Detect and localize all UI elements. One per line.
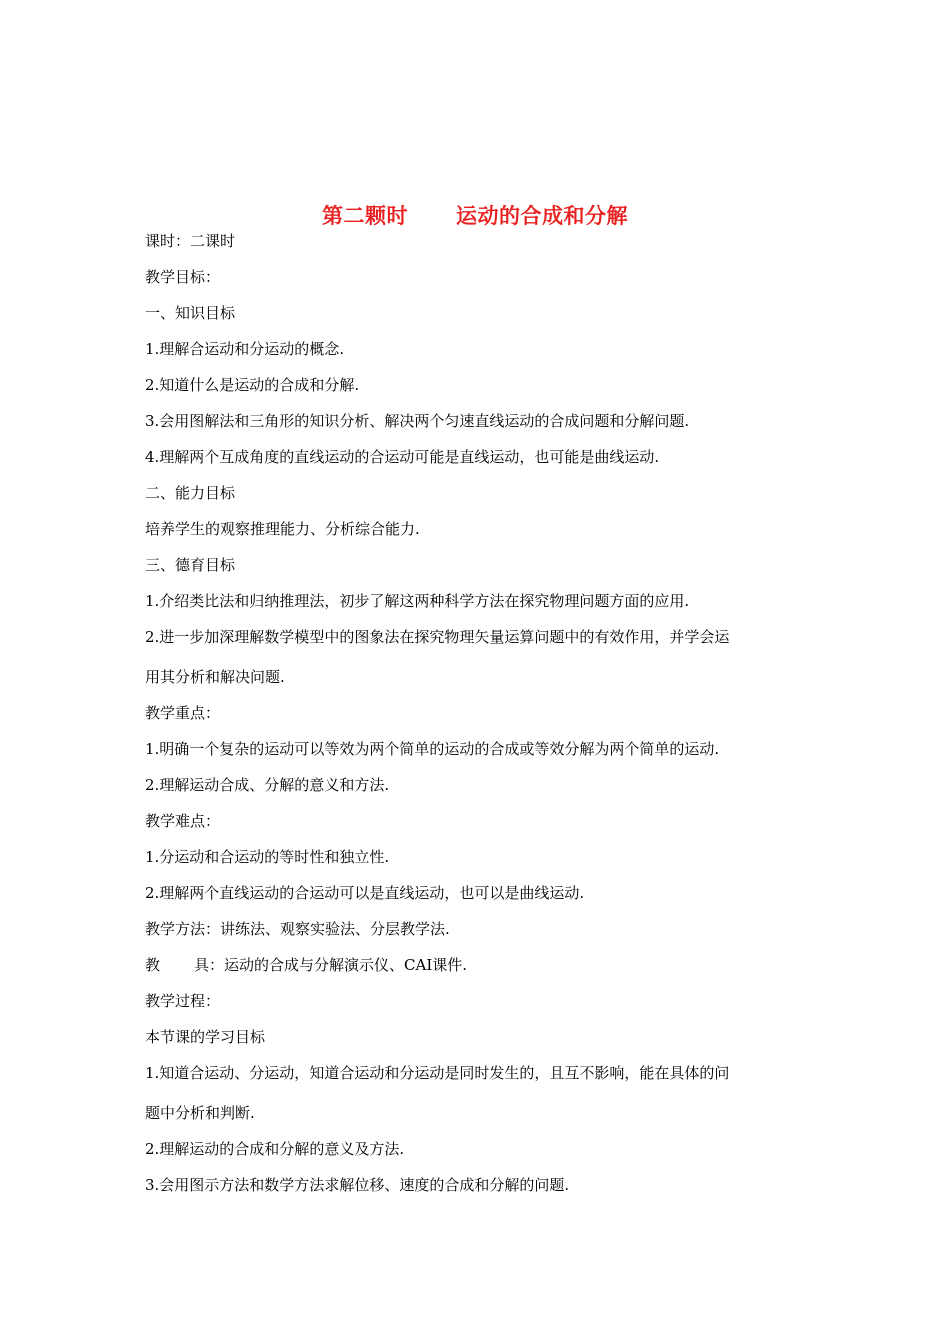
tools-label-b: 具：运动的合成与分解演示仪、CAI课件. xyxy=(194,956,468,974)
paragraph-line: 教学难点： xyxy=(145,812,221,830)
paragraph-line: 2.理解两个直线运动的合运动可以是直线运动，也可以是曲线运动. xyxy=(145,884,585,902)
paragraph-line: 用其分析和解决问题. xyxy=(145,668,285,686)
paragraph-line: 教学目标： xyxy=(145,268,221,286)
paragraph-line: 培养学生的观察推理能力、分析综合能力. xyxy=(145,520,420,538)
paragraph-line: 2.理解运动合成、分解的意义和方法. xyxy=(145,776,390,794)
title-part-1: 第二颗时 xyxy=(322,204,408,228)
paragraph-line: 3.会用图解法和三角形的知识分析、解决两个匀速直线运动的合成问题和分解问题. xyxy=(145,412,690,430)
paragraph-line: 3.会用图示方法和数学方法求解位移、速度的合成和分解的问题. xyxy=(145,1176,570,1194)
paragraph-line: 三、德育目标 xyxy=(145,556,236,574)
paragraph-line: 1.介绍类比法和归纳推理法，初步了解这两种科学方法在探究物理问题方面的应用. xyxy=(145,592,690,610)
paragraph-line: 教学方法：讲练法、观察实验法、分层教学法. xyxy=(145,920,450,938)
tools-label-a: 教 xyxy=(145,956,161,974)
paragraph-line: 1.知道合运动、分运动，知道合运动和分运动是同时发生的，且互不影响，能在具体的问 xyxy=(145,1064,730,1082)
paragraph-line: 2.进一步加深理解数学模型中的图象法在探究物理矢量运算问题中的有效作用，并学会运 xyxy=(145,628,730,646)
paragraph-line: 本节课的学习目标 xyxy=(145,1028,266,1046)
paragraph-line: 教学重点： xyxy=(145,704,221,722)
paragraph-line: 题中分析和判断. xyxy=(145,1104,255,1122)
paragraph-line: 4.理解两个互成角度的直线运动的合运动可能是直线运动，也可能是曲线运动. xyxy=(145,448,660,466)
paragraph-line: 二、能力目标 xyxy=(145,484,236,502)
paragraph-line: 2.知道什么是运动的合成和分解. xyxy=(145,376,360,394)
title-part-2: 运动的合成和分解 xyxy=(456,204,628,228)
paragraph-line: 1.理解合运动和分运动的概念. xyxy=(145,340,345,358)
paragraph-line: 教学过程： xyxy=(145,992,221,1010)
paragraph-line: 1.分运动和合运动的等时性和独立性. xyxy=(145,848,390,866)
tools-line xyxy=(145,955,467,975)
paragraph-line: 2.理解运动的合成和分解的意义及方法. xyxy=(145,1140,405,1158)
paragraph-line: 一、知识目标 xyxy=(145,304,236,322)
paragraph-line: 课时：二课时 xyxy=(145,232,236,250)
page-title xyxy=(0,200,950,230)
paragraph-line: 1.明确一个复杂的运动可以等效为两个简单的运动的合成或等效分解为两个简单的运动. xyxy=(145,740,720,758)
